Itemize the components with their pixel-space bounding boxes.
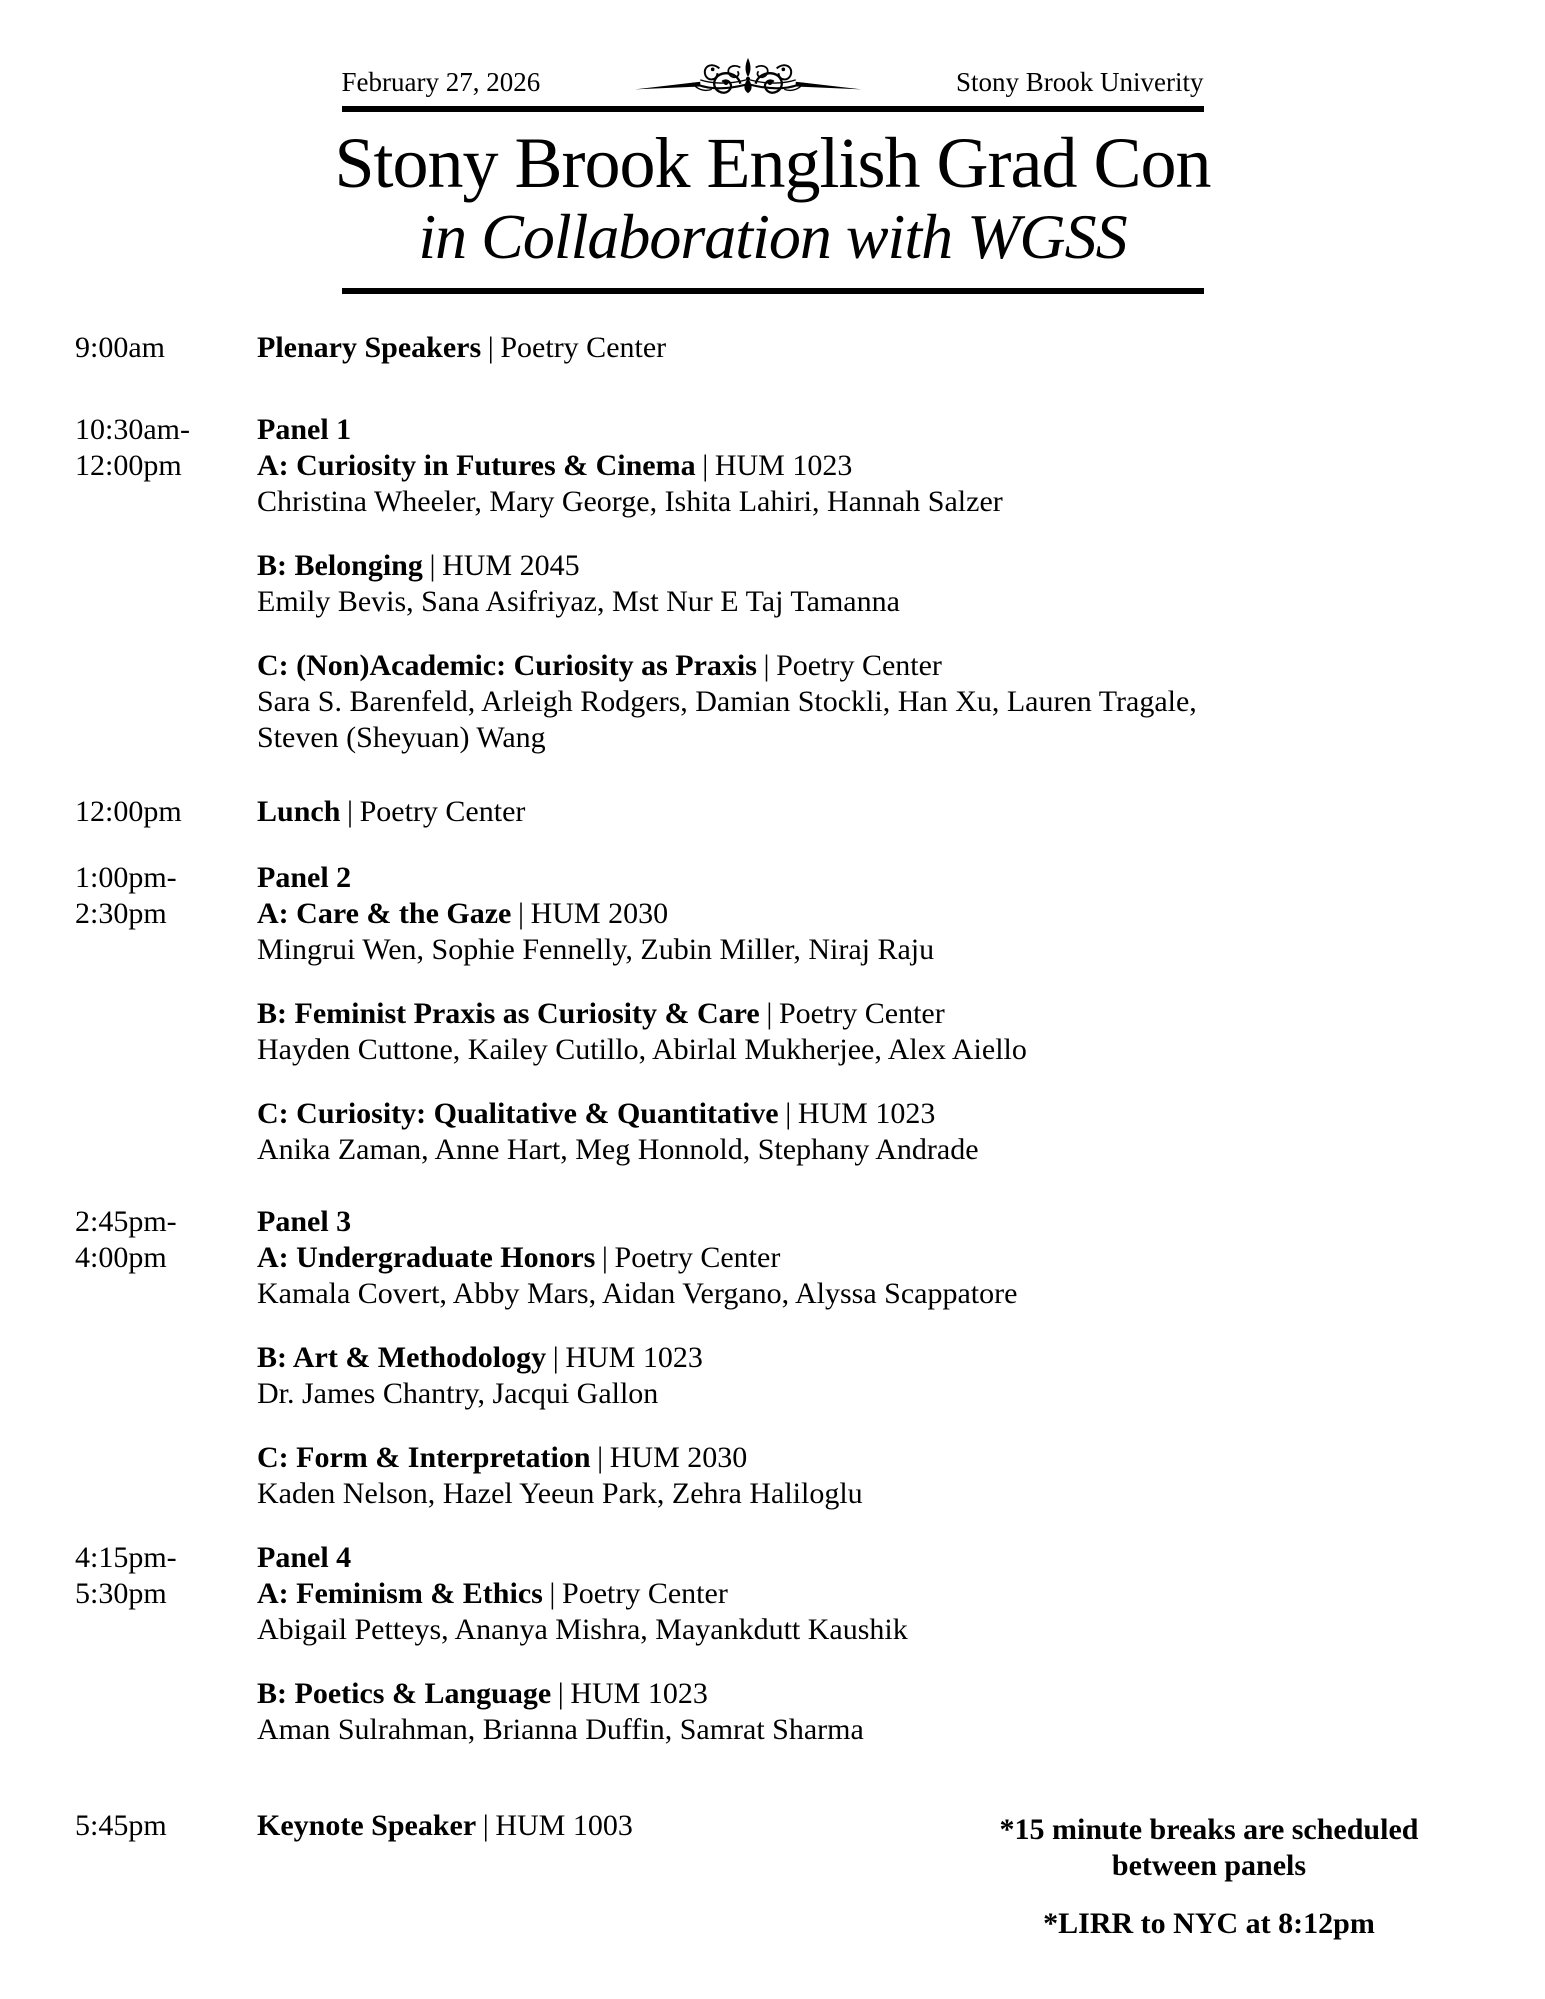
separator: | [549,1577,556,1610]
separator: | [597,1441,604,1474]
session-location: HUM 2045 [442,549,580,582]
separator: | [552,1341,559,1374]
separator: | [766,997,773,1030]
schedule-row-panel-3 [75,1204,1485,1512]
time-start: 2:45pm- [75,1205,177,1238]
session-title: C: (Non)Academic: Curiosity as Praxis [257,649,757,682]
schedule-row-plenary [75,330,1485,366]
session-time [75,1808,257,1844]
session-location: HUM 2030 [530,897,669,930]
presenters: Kaden Nelson, Hazel Yeeun Park, Zehra Haliloglu [257,1477,863,1510]
page-header [342,56,1204,98]
separator: | [557,1677,564,1710]
session-location: HUM 1023 [797,1097,936,1130]
panel-title: Panel 4 [257,1541,352,1574]
schedule-row-lunch [75,794,1485,830]
time-start: 5:45pm [75,1809,167,1842]
session-title: B: Art & Methodology [257,1341,547,1374]
session-block [257,1576,1397,1648]
separator: | [785,1097,792,1130]
session-location: HUM 2030 [609,1441,748,1474]
session-block [257,448,1397,520]
session-block [257,996,1397,1068]
separator: | [517,897,524,930]
session-title: Keynote Speaker [257,1809,477,1842]
presenters: Sara S. Barenfeld, Arleigh Rodgers, Damian Stockli, Han Xu, Lauren Tragale, [257,685,1197,718]
schedule-row-panel-4 [75,1540,1485,1748]
session-block [257,1240,1397,1312]
presenters: Dr. James Chantry, Jacqui Gallon [257,1377,659,1410]
session-time [75,412,257,484]
session-title: B: Belonging [257,549,423,582]
decorative-flourish-icon [623,56,873,98]
time-end: 4:00pm [75,1241,167,1274]
separator: | [702,449,709,482]
presenters: Kamala Covert, Abby Mars, Aidan Vergano, Alyssa Scappatore [257,1277,1018,1310]
session-location: Poetry Center [776,649,942,682]
session-block [257,896,1397,968]
separator: | [601,1241,608,1274]
session-block [257,1440,1397,1512]
time-start: 12:00pm [75,795,182,828]
session-title: B: Poetics & Language [257,1677,552,1710]
schedule [0,330,1545,1844]
presenters: Emily Bevis, Sana Asifriyaz, Mst Nur E Taj Tamanna [257,585,900,618]
schedule-row-panel-2 [75,860,1485,1168]
session-location: Poetry Center [614,1241,781,1274]
session-title: Plenary Speakers [257,331,482,364]
title-block [0,124,1545,272]
separator: | [429,549,436,582]
presenters: Christina Wheeler, Mary George, Ishita Lahiri, Hannah Salzer [257,485,1003,518]
presenters: Aman Sulrahman, Brianna Duffin, Samrat Sharma [257,1713,864,1746]
session-title: C: Form & Interpretation [257,1441,591,1474]
breaks-note-line2: between panels [1111,1849,1307,1882]
session-title: Lunch [257,795,341,828]
presenters: Mingrui Wen, Sophie Fennelly, Zubin Miller, Niraj Raju [257,933,935,966]
session-location: Poetry Center [562,1577,728,1610]
session-title: B: Feminist Praxis as Curiosity & Care [257,997,760,1030]
page-subtitle: in Collaboration with WGSS [418,201,1127,272]
session-time [75,1204,257,1276]
separator: | [346,795,353,828]
breaks-note-line1: *15 minute breaks are scheduled [999,1813,1419,1846]
session-time [75,860,257,932]
page-title: Stony Brook English Grad Con [334,123,1211,203]
session-location: HUM 1003 [495,1809,633,1842]
time-end: 12:00pm [75,449,182,482]
session-title: A: Curiosity in Futures & Cinema [257,449,696,482]
panel-title: Panel 2 [257,861,352,894]
header-university: Stony Brook Univerity [956,67,1204,97]
session-location: Poetry Center [500,331,667,364]
session-title: A: Undergraduate Honors [257,1241,596,1274]
session-title: C: Curiosity: Qualitative & Quantitative [257,1097,779,1130]
session-time [75,794,257,830]
session-location: Poetry Center [778,997,945,1030]
session-block [257,1096,1397,1168]
session-title: A: Feminism & Ethics [257,1577,543,1610]
session-time [75,330,257,366]
presenters: Steven (Sheyuan) Wang [257,721,546,754]
session-location: Poetry Center [359,795,526,828]
session-title: A: Care & the Gaze [257,897,512,930]
time-start: 1:00pm- [75,861,177,894]
separator: | [482,1809,489,1842]
breaks-note [930,1812,1488,1884]
time-start: 4:15pm- [75,1541,177,1574]
presenters: Hayden Cuttone, Kailey Cutillo, Abirlal Mukherjee, Alex Aiello [257,1033,1027,1066]
time-start: 9:00am [75,331,165,364]
session-location: HUM 1023 [565,1341,703,1374]
time-end: 5:30pm [75,1577,167,1610]
session-block [257,1340,1397,1412]
session-block [257,648,1397,756]
schedule-row-panel-1 [75,412,1485,756]
session-location: HUM 1023 [714,449,853,482]
session-location: HUM 1023 [570,1677,708,1710]
session-time [75,1540,257,1612]
lirr-note: *LIRR to NYC at 8:12pm [1043,1907,1375,1940]
time-end: 2:30pm [75,897,167,930]
presenters: Abigail Petteys, Ananya Mishra, Mayankdutt Kaushik [257,1613,908,1646]
separator: | [487,331,494,364]
presenters: Anika Zaman, Anne Hart, Meg Honnold, Stephany Andrade [257,1133,979,1166]
header-date: February 27, 2026 [341,67,541,97]
divider-rule-bottom [342,288,1204,294]
panel-title: Panel 1 [257,413,352,446]
divider-rule-top [342,106,1204,112]
panel-title: Panel 3 [257,1205,352,1238]
session-block [257,1676,1397,1748]
session-block [257,548,1397,620]
separator: | [763,649,770,682]
time-start: 10:30am- [75,413,190,446]
